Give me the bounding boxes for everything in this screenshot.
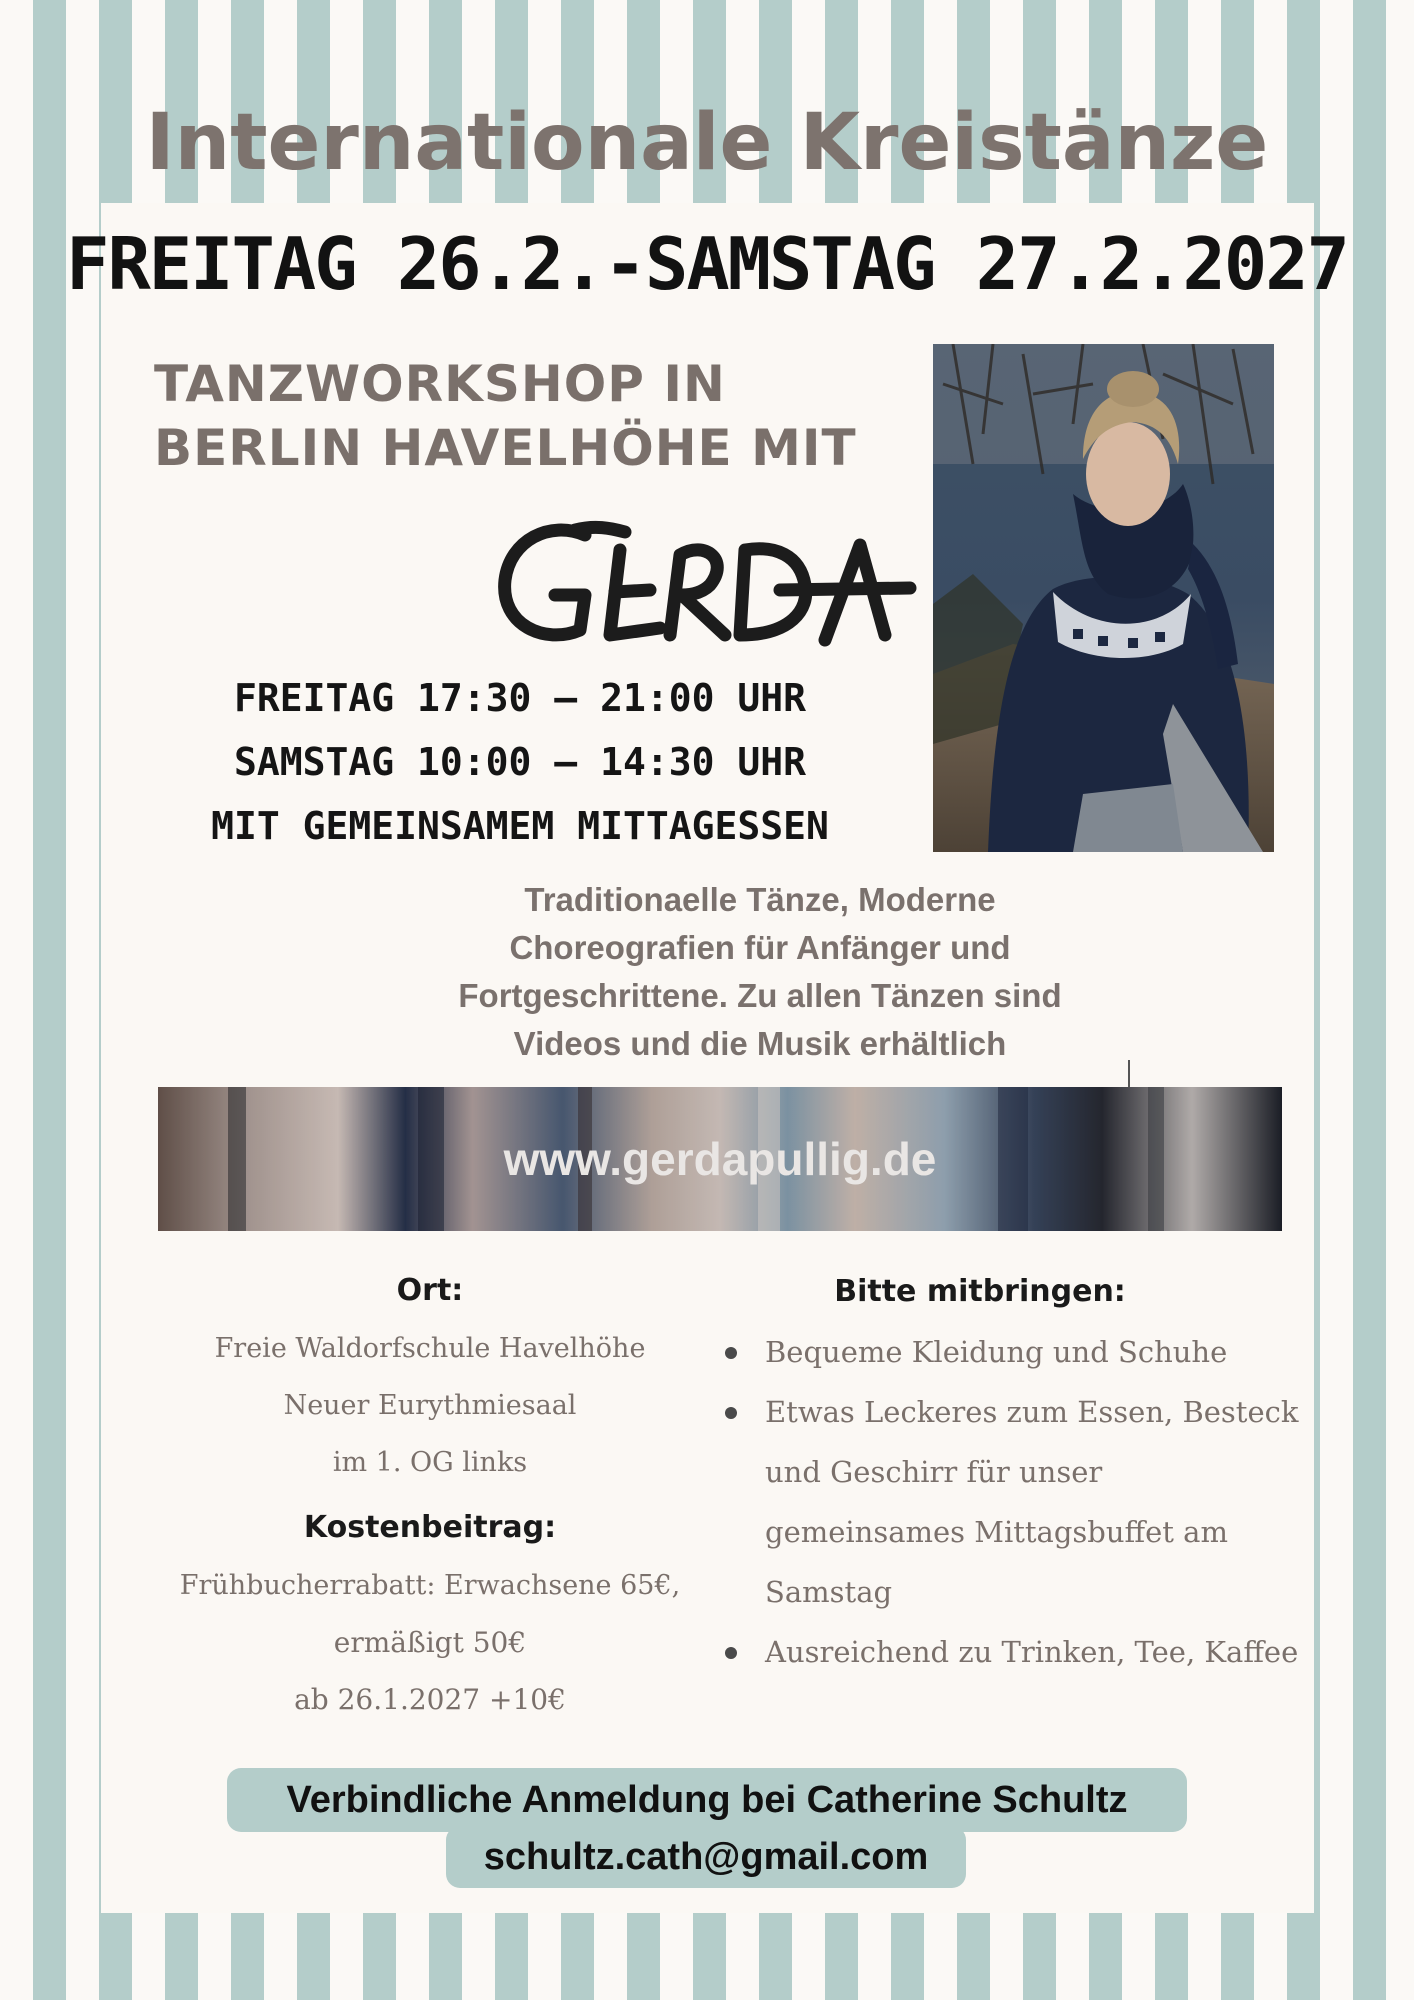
bring-item-3: Ausreichend zu Trinken, Tee, Kaffee <box>765 1635 1299 1669</box>
description-line-4: Videos und die Musik erhältlich <box>513 1025 1007 1062</box>
event-dates: FREITAG 26.2.-SAMSTAG 27.2.2027 <box>66 222 1348 306</box>
list-item <box>720 1322 1300 1382</box>
bring-list <box>720 1322 1300 1682</box>
description-line-3: Fortgeschrittene. Zu allen Tänzen sind <box>458 977 1062 1014</box>
poster-title: Internationale Kreistänze <box>145 98 1269 188</box>
registration-email[interactable]: schultz.cath@gmail.com <box>446 1826 966 1888</box>
location-heading: Ort: <box>396 1273 464 1308</box>
info-right-column <box>720 1262 1300 1682</box>
dance-banner <box>158 1087 1282 1231</box>
time-friday: FREITAG 17:30 – 21:00 UHR <box>234 676 806 720</box>
registration-note: Verbindliche Anmeldung bei Catherine Schultz <box>227 1768 1187 1832</box>
gerda-signature <box>490 510 920 660</box>
divider-tick <box>1128 1060 1130 1088</box>
bring-heading: Bitte mitbringen: <box>834 1274 1126 1309</box>
bullet-icon <box>725 1407 737 1419</box>
workshop-line-2: BERLIN HAVELHÖHE MIT <box>154 419 857 477</box>
description-line-1: Traditionaelle Tänze, Moderne <box>524 881 996 918</box>
bullet-icon <box>725 1347 737 1359</box>
cost-line-1: Frühbucherrabatt: Erwachsene 65€, <box>179 1570 681 1601</box>
list-item <box>720 1622 1300 1682</box>
website-link[interactable]: www.gerdapullig.de <box>503 1133 937 1185</box>
info-left-column <box>160 1262 700 1728</box>
location-line-2: Neuer Eurythmiesaal <box>283 1390 577 1421</box>
cost-heading: Kostenbeitrag: <box>303 1510 557 1545</box>
portrait-photo <box>933 344 1274 852</box>
location-line-3: im 1. OG links <box>332 1447 528 1478</box>
lunch-note: MIT GEMEINSAMEM MITTAGESSEN <box>211 804 829 848</box>
bring-item-1: Bequeme Kleidung und Schuhe <box>765 1335 1228 1369</box>
bring-item-2: Etwas Leckeres zum Essen, Besteck und Geschirr für unser gemeinsames Mittagsbuffet am Samstag <box>765 1395 1299 1609</box>
workshop-line-1: TANZWORKSHOP IN <box>154 355 726 413</box>
cost-line-3: ab 26.1.2027 +10€ <box>294 1683 566 1716</box>
description-line-2: Choreografien für Anfänger und <box>509 929 1011 966</box>
location-line-1: Freie Waldorfschule Havelhöhe <box>214 1333 646 1364</box>
time-saturday: SAMSTAG 10:00 – 14:30 UHR <box>234 740 806 784</box>
bullet-icon <box>725 1647 737 1659</box>
workshop-description <box>420 876 1100 1068</box>
cost-line-2: ermäßigt 50€ <box>333 1626 527 1659</box>
list-item <box>720 1382 1300 1622</box>
